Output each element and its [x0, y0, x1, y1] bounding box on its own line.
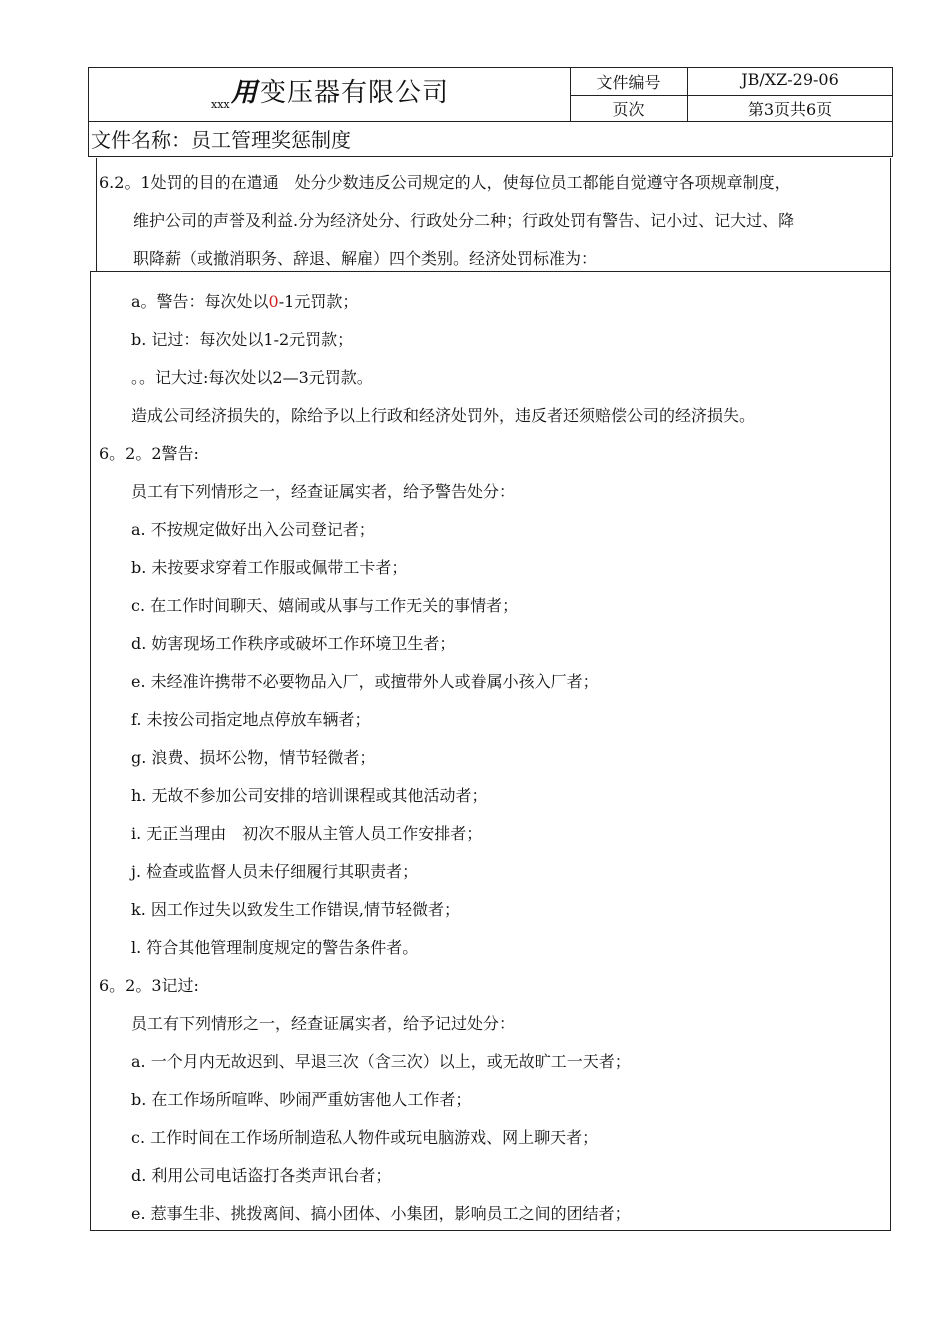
- list-item: c. 在工作时间聊天、嬉闹或从事与工作无关的事情者；: [131, 596, 519, 615]
- list-item: e. 惹事生非、挑拨离间、搞小团体、小集团，影响员工之间的团结者；: [131, 1204, 631, 1223]
- list-item: k. 因工作过失以致发生工作错误,情节轻微者；: [131, 900, 460, 919]
- section-heading-demerit: 6。2。3记过:: [99, 976, 199, 995]
- header-rule: [89, 121, 892, 122]
- doc-no-label: 文件编号: [596, 73, 661, 92]
- list-item: c. 工作时间在工作场所制造私人物件或玩电脑游戏、网上聊天者；: [131, 1128, 599, 1147]
- page-info: 第3页共6页: [747, 100, 833, 119]
- penalty-b: b. 记过：每次处以1-2元罚款；: [131, 330, 354, 349]
- list-item: i. 无正当理由 初次不服从主管人员工作安排者；: [131, 824, 483, 843]
- list-item: h. 无故不参加公司安排的培训课程或其他活动者；: [131, 786, 488, 805]
- main-content-box: [90, 271, 891, 1231]
- page-label: 页次: [612, 100, 645, 119]
- header-rule: [570, 95, 893, 96]
- list-item: g. 浪费、损坏公物，情节轻微者；: [131, 748, 376, 767]
- penalty-a: a。警告：每次处以0-1元罚款；: [131, 292, 359, 311]
- doc-no-value: JB/XZ-29-06: [741, 70, 839, 89]
- section-6-2-1: [96, 158, 891, 271]
- list-item: l. 符合其他管理制度规定的警告条件者。: [131, 938, 419, 957]
- company-prefix: xxx: [211, 98, 230, 111]
- list-item: b. 未按要求穿着工作服或佩带工卡者；: [131, 558, 408, 577]
- company-name: 用变压器有限公司: [231, 78, 450, 108]
- list-item: a. 一个月内无故迟到、早退三次（含三次）以上，或无故旷工一天者；: [131, 1052, 631, 1071]
- section-heading-warning: 6。2。2警告:: [99, 444, 199, 463]
- header-table: [88, 67, 893, 157]
- list-item: d. 妨害现场工作秩序或破坏工作环境卫生者；: [131, 634, 456, 653]
- demerit-intro: 员工有下列情形之一，经查证属实者，给予记过处分：: [131, 1014, 516, 1033]
- highlight-value: 0: [268, 292, 279, 311]
- list-item: a. 不按规定做好出入公司登记者；: [131, 520, 375, 539]
- warning-intro: 员工有下列情形之一，经查证属实者，给予警告处分：: [131, 482, 516, 501]
- list-item: j. 检查或监督人员未仔细履行其职责者；: [131, 862, 419, 881]
- company-logo: 用: [231, 78, 259, 108]
- list-item: b. 在工作场所喧哗、吵闹严重妨害他人工作者；: [131, 1090, 472, 1109]
- list-item: e. 未经准许携带不必要物品入厂，或擅带外人或眷属小孩入厂者；: [131, 672, 599, 691]
- paragraph-line: 职降薪（或撤消职务、辞退、解雇）四个类别。经济处罚标准为：: [133, 249, 598, 268]
- paragraph-line: 6.2。1处罚的目的在遣通 处分少数违反公司规定的人，使每位员工都能自觉遵守各项规章制度，: [99, 173, 791, 192]
- paragraph-line: 维护公司的声誉及利益.分为经济处分、行政处分二种；行政处罚有警告、记小过、记大过、降: [133, 211, 795, 230]
- penalty-c: 。。记大过:每次处以2—3元罚款。: [131, 368, 373, 387]
- list-item: d. 利用公司电话盗打各类声讯台者；: [131, 1166, 392, 1185]
- penalty-note: 造成公司经济损失的，除给予以上行政和经济处罚外，违反者还须赔偿公司的经济损失。: [131, 406, 756, 425]
- document-title: 文件名称：员工管理奖惩制度: [91, 128, 351, 152]
- list-item: f. 未按公司指定地点停放车辆者；: [131, 710, 371, 729]
